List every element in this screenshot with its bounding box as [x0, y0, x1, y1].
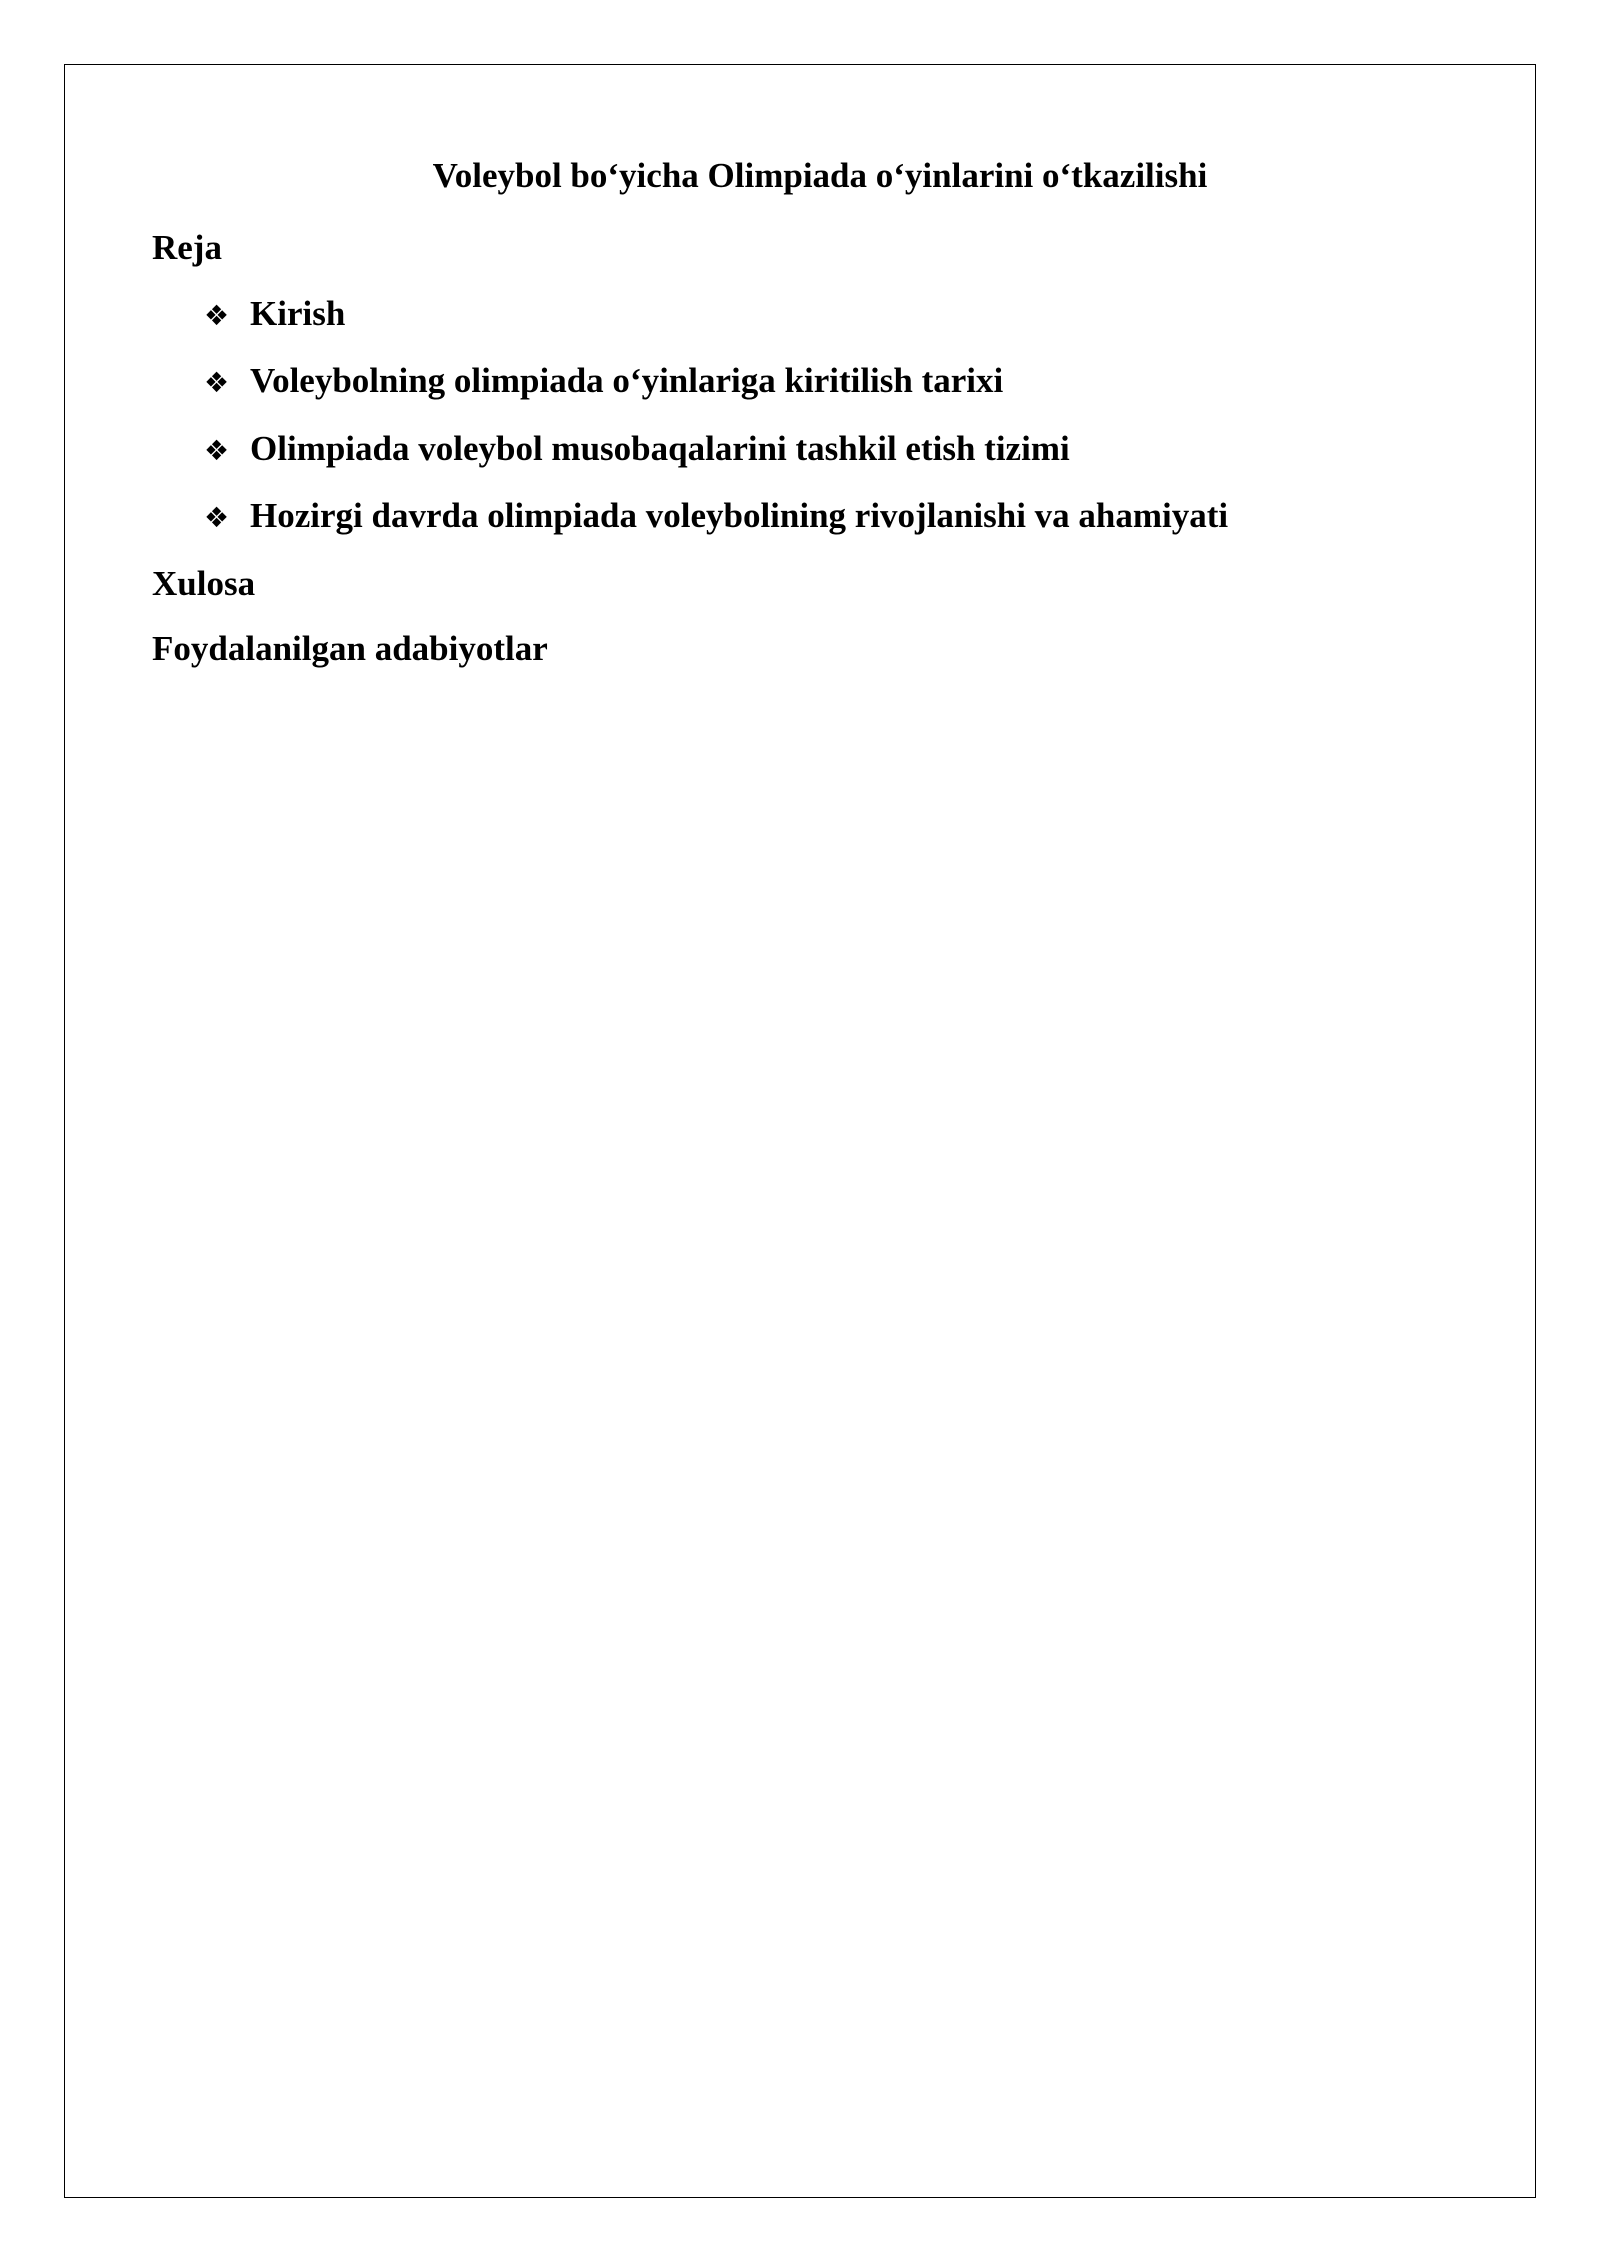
plan-list: [152, 281, 1512, 551]
references-heading: Foydalanilgan adabiyotlar: [152, 629, 548, 668]
diamond-bullet-icon: ❖: [204, 501, 230, 534]
plan-item: [204, 416, 1512, 484]
conclusion-heading: Xulosa: [152, 563, 256, 603]
plan-item-label: Olimpiada voleybol musobaqalarini tashkil etish tizimi: [250, 428, 1070, 468]
diamond-bullet-icon: ❖: [204, 366, 230, 399]
plan-item: [204, 483, 1512, 551]
plan-heading: Reja: [152, 228, 222, 267]
plan-item-label: Kirish: [250, 293, 346, 333]
document-body: [152, 215, 1512, 682]
diamond-bullet-icon: ❖: [204, 298, 230, 332]
diamond-bullet-icon: ❖: [204, 433, 230, 467]
document-title: Voleybol bo‘yicha Olimpiada o‘yinlarini o‘tkazilishi: [432, 156, 1208, 195]
plan-item-label: Voleybolning olimpiada o‘yinlariga kiritilish tarixi: [250, 361, 1004, 400]
plan-item: [204, 281, 1512, 349]
plan-item-label: Hozirgi davrda olimpiada voleybolining rivojlanishi va ahamiyati: [250, 496, 1229, 535]
plan-item: [204, 348, 1512, 416]
